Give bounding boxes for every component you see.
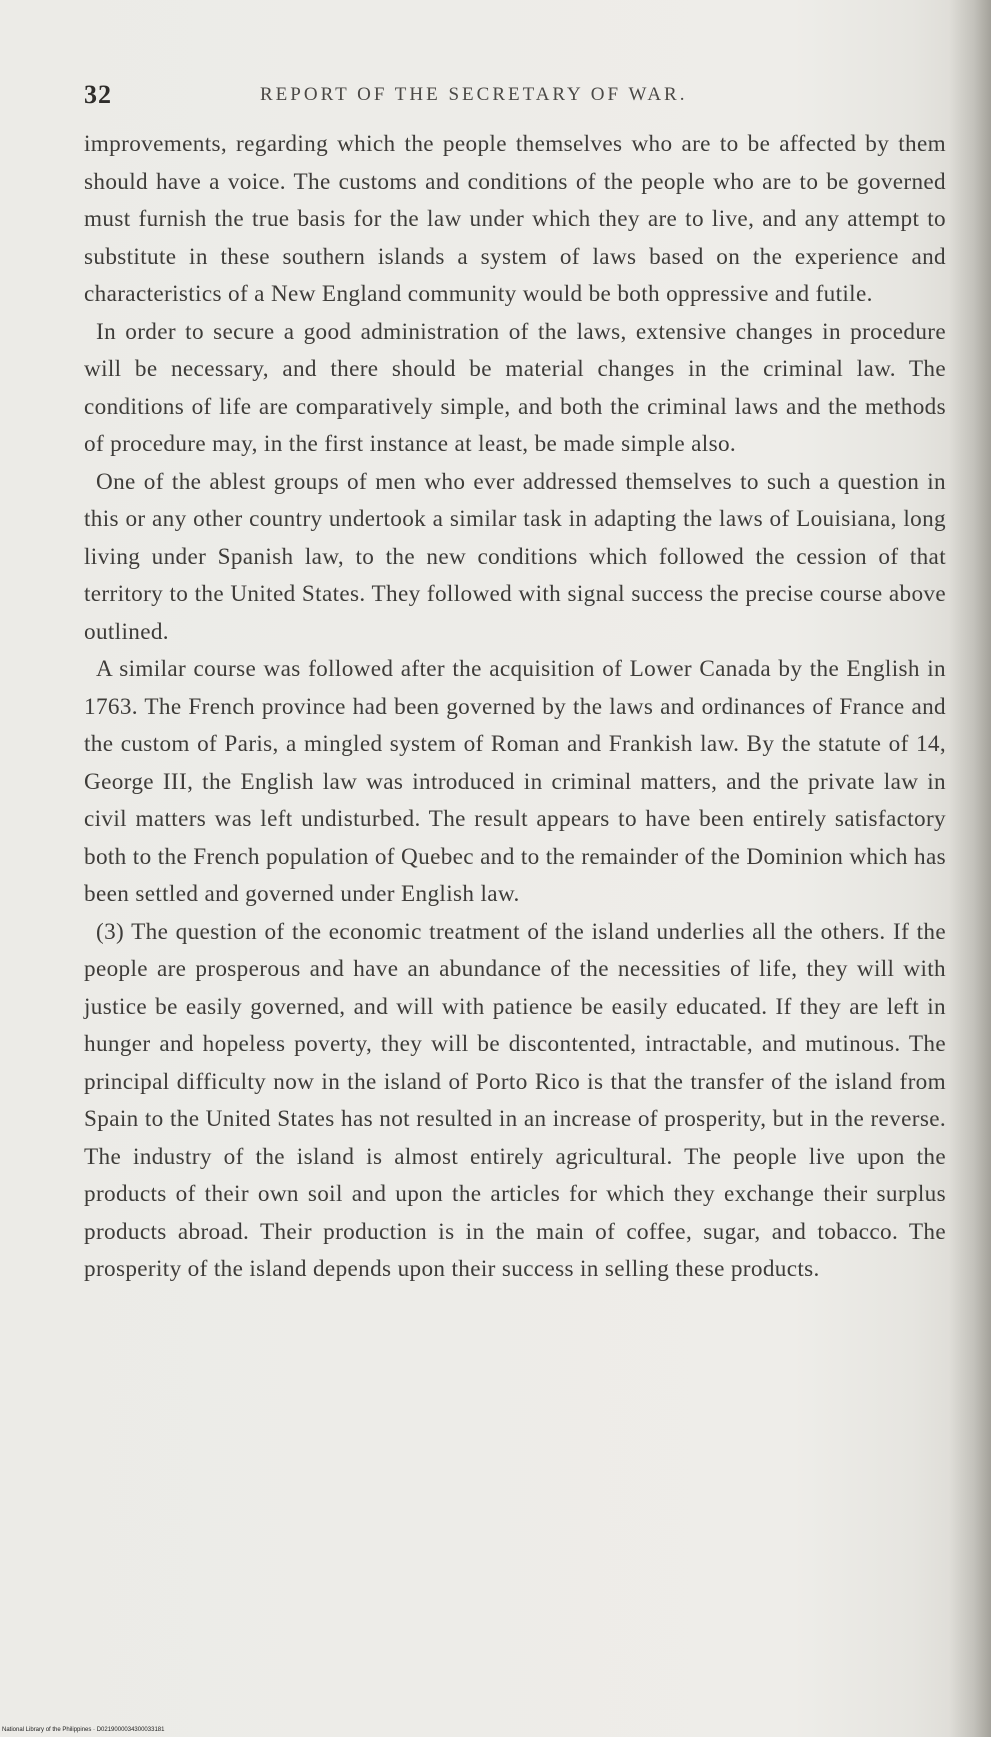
paragraph-economic-treatment: (3) The question of the economic treatment of the island underlies all the others. If the people are prosperous and have an abundance of the necessities of life, they will with justice be easily governed, and will with patience be easily educated. If they are left in hunger and hopeless poverty, they will be discontented, intractable, and mutinous. The principal difficulty now in the island of Porto Rico is that the transfer of the island from Spain to the United States has not resulted in an increase of prosperity, but in the reverse. The industry of the island is almost entirely agricultural. The people live upon the products of their own soil and upon the articles for which they exchange their surplus products abroad. Their production is in the main of coffee, sugar, and tobacco. The prosperity of the island depends upon their success in selling these products. bbox=[84, 918, 946, 1282]
running-head: REPORT OF THE SECRETARY OF WAR. bbox=[260, 84, 688, 105]
page-header bbox=[84, 80, 946, 120]
page-number: 32 bbox=[84, 80, 112, 109]
paragraph-lower-canada: A similar course was followed after the acquisition of Lower Canada by the English in 1763. The French province had been governed by the laws and ordinances of France and the custom of Paris, a mingled system of Roman and Frankish law. By the statute of 14, George III, the English law was introduced in criminal matters, and the private law in civil matters was left undisturbed. The result appears to have been entirely satisfactory both to the French population of Quebec and to the remainder of the Dominion which has been settled and governed under English law. bbox=[84, 656, 946, 907]
scan-credit: National Library of the Philippines · D0219000034300033181 bbox=[2, 1727, 165, 1733]
body-text bbox=[84, 126, 946, 1289]
paragraph-continuation: improvements, regarding which the people themselves who are to be affected by them should have a voice. The customs and conditions of the people who are to be governed must furnish the true basis for the law under which they are to live, and any attempt to substitute in these southern islands a system of laws based on the experience and characteristics of a New England community would be both oppressive and futile. bbox=[84, 131, 946, 307]
paragraph-administration: In order to secure a good administration of the laws, extensive changes in procedure will be necessary, and there should be material changes in the criminal law. The conditions of life are comparatively simple, and both the criminal laws and the methods of procedure may, in the first instance at least, be made simple also. bbox=[84, 318, 946, 457]
page-edge-shadow bbox=[949, 0, 991, 1737]
paragraph-louisiana: One of the ablest groups of men who ever addressed themselves to such a question in this or any other country undertook a similar task in adapting the laws of Louisiana, long living under Spanish law, to the new conditions which followed the cession of that territory to the United States. They followed with signal success the precise course above outlined. bbox=[84, 468, 946, 645]
